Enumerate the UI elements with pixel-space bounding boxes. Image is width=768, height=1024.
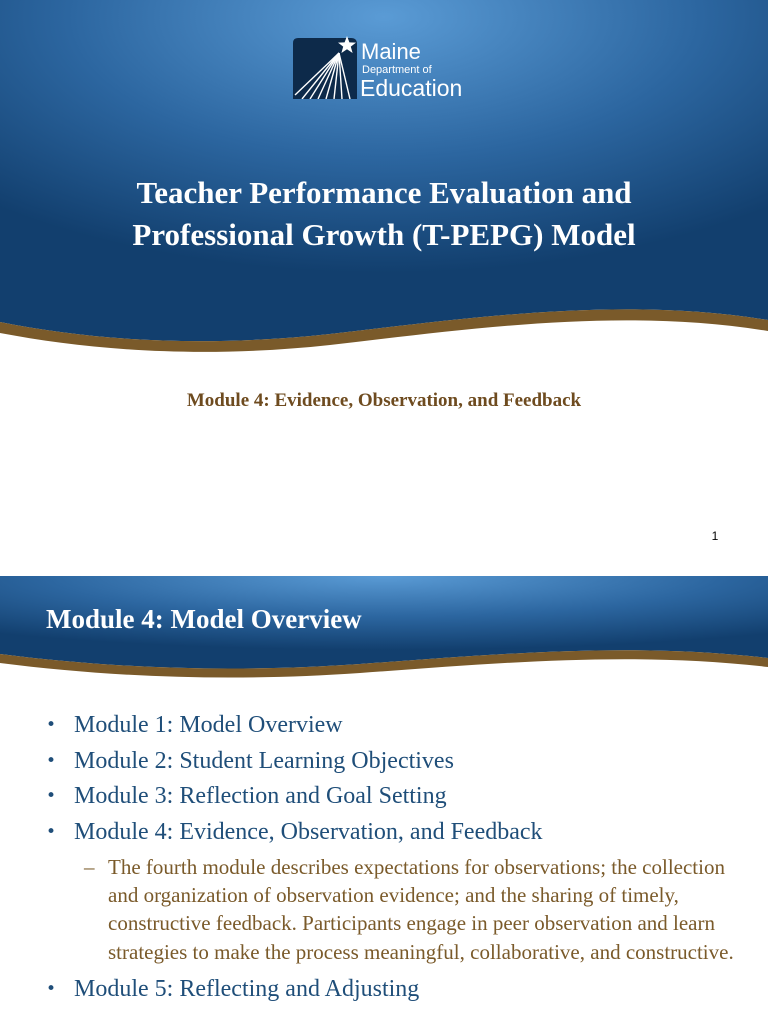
slide-title: Module 4: Model Overview <box>46 604 362 634</box>
slide-title-line-2: Professional Growth (T-PEPG) Model <box>132 217 636 252</box>
bullet-icon: • <box>46 715 57 735</box>
list-item <box>46 815 736 851</box>
slide-title-line-1: Teacher Performance Evaluation and <box>136 175 632 210</box>
logo-text-education: Education <box>360 75 463 101</box>
slide-title <box>40 172 728 256</box>
list-item-text: Module 1: Model Overview <box>74 712 343 738</box>
star-icon <box>293 35 357 99</box>
list-item <box>46 744 736 780</box>
sub-list-item-text: The fourth module describes expectations for observations; the collection and organization of observation evidence; and the sharing of timely, constructive feedback. Participants engage in peer observation and learn strategies to make the process meaningful, collaborative, and constructive. <box>108 855 734 964</box>
bullet-icon: • <box>46 786 57 806</box>
slide-number: 1 <box>711 529 719 543</box>
bullet-icon: • <box>46 750 57 771</box>
list-item <box>46 779 736 815</box>
list-item-text: Module 2: Student Learning Objectives <box>74 747 454 774</box>
bullet-icon: • <box>46 821 57 842</box>
module-list <box>46 708 736 1007</box>
list-item-text: Module 3: Reflection and Goal Setting <box>74 783 447 809</box>
list-item <box>46 708 736 744</box>
bullet-icon: • <box>46 978 57 999</box>
sub-list-item <box>46 850 736 972</box>
list-item <box>46 972 736 1008</box>
logo-text-maine: Maine <box>361 39 421 64</box>
slide-subtitle: Module 4: Evidence, Observation, and Feedback <box>186 390 582 411</box>
overview-slide <box>0 576 768 1024</box>
dash-icon: – <box>84 855 95 879</box>
logo-text-department: Department of <box>362 64 432 76</box>
maine-doe-logo <box>293 32 483 100</box>
list-item-text: Module 4: Evidence, Observation, and Feedback <box>74 818 543 845</box>
list-item-text: Module 5: Reflecting and Adjusting <box>74 975 420 1002</box>
